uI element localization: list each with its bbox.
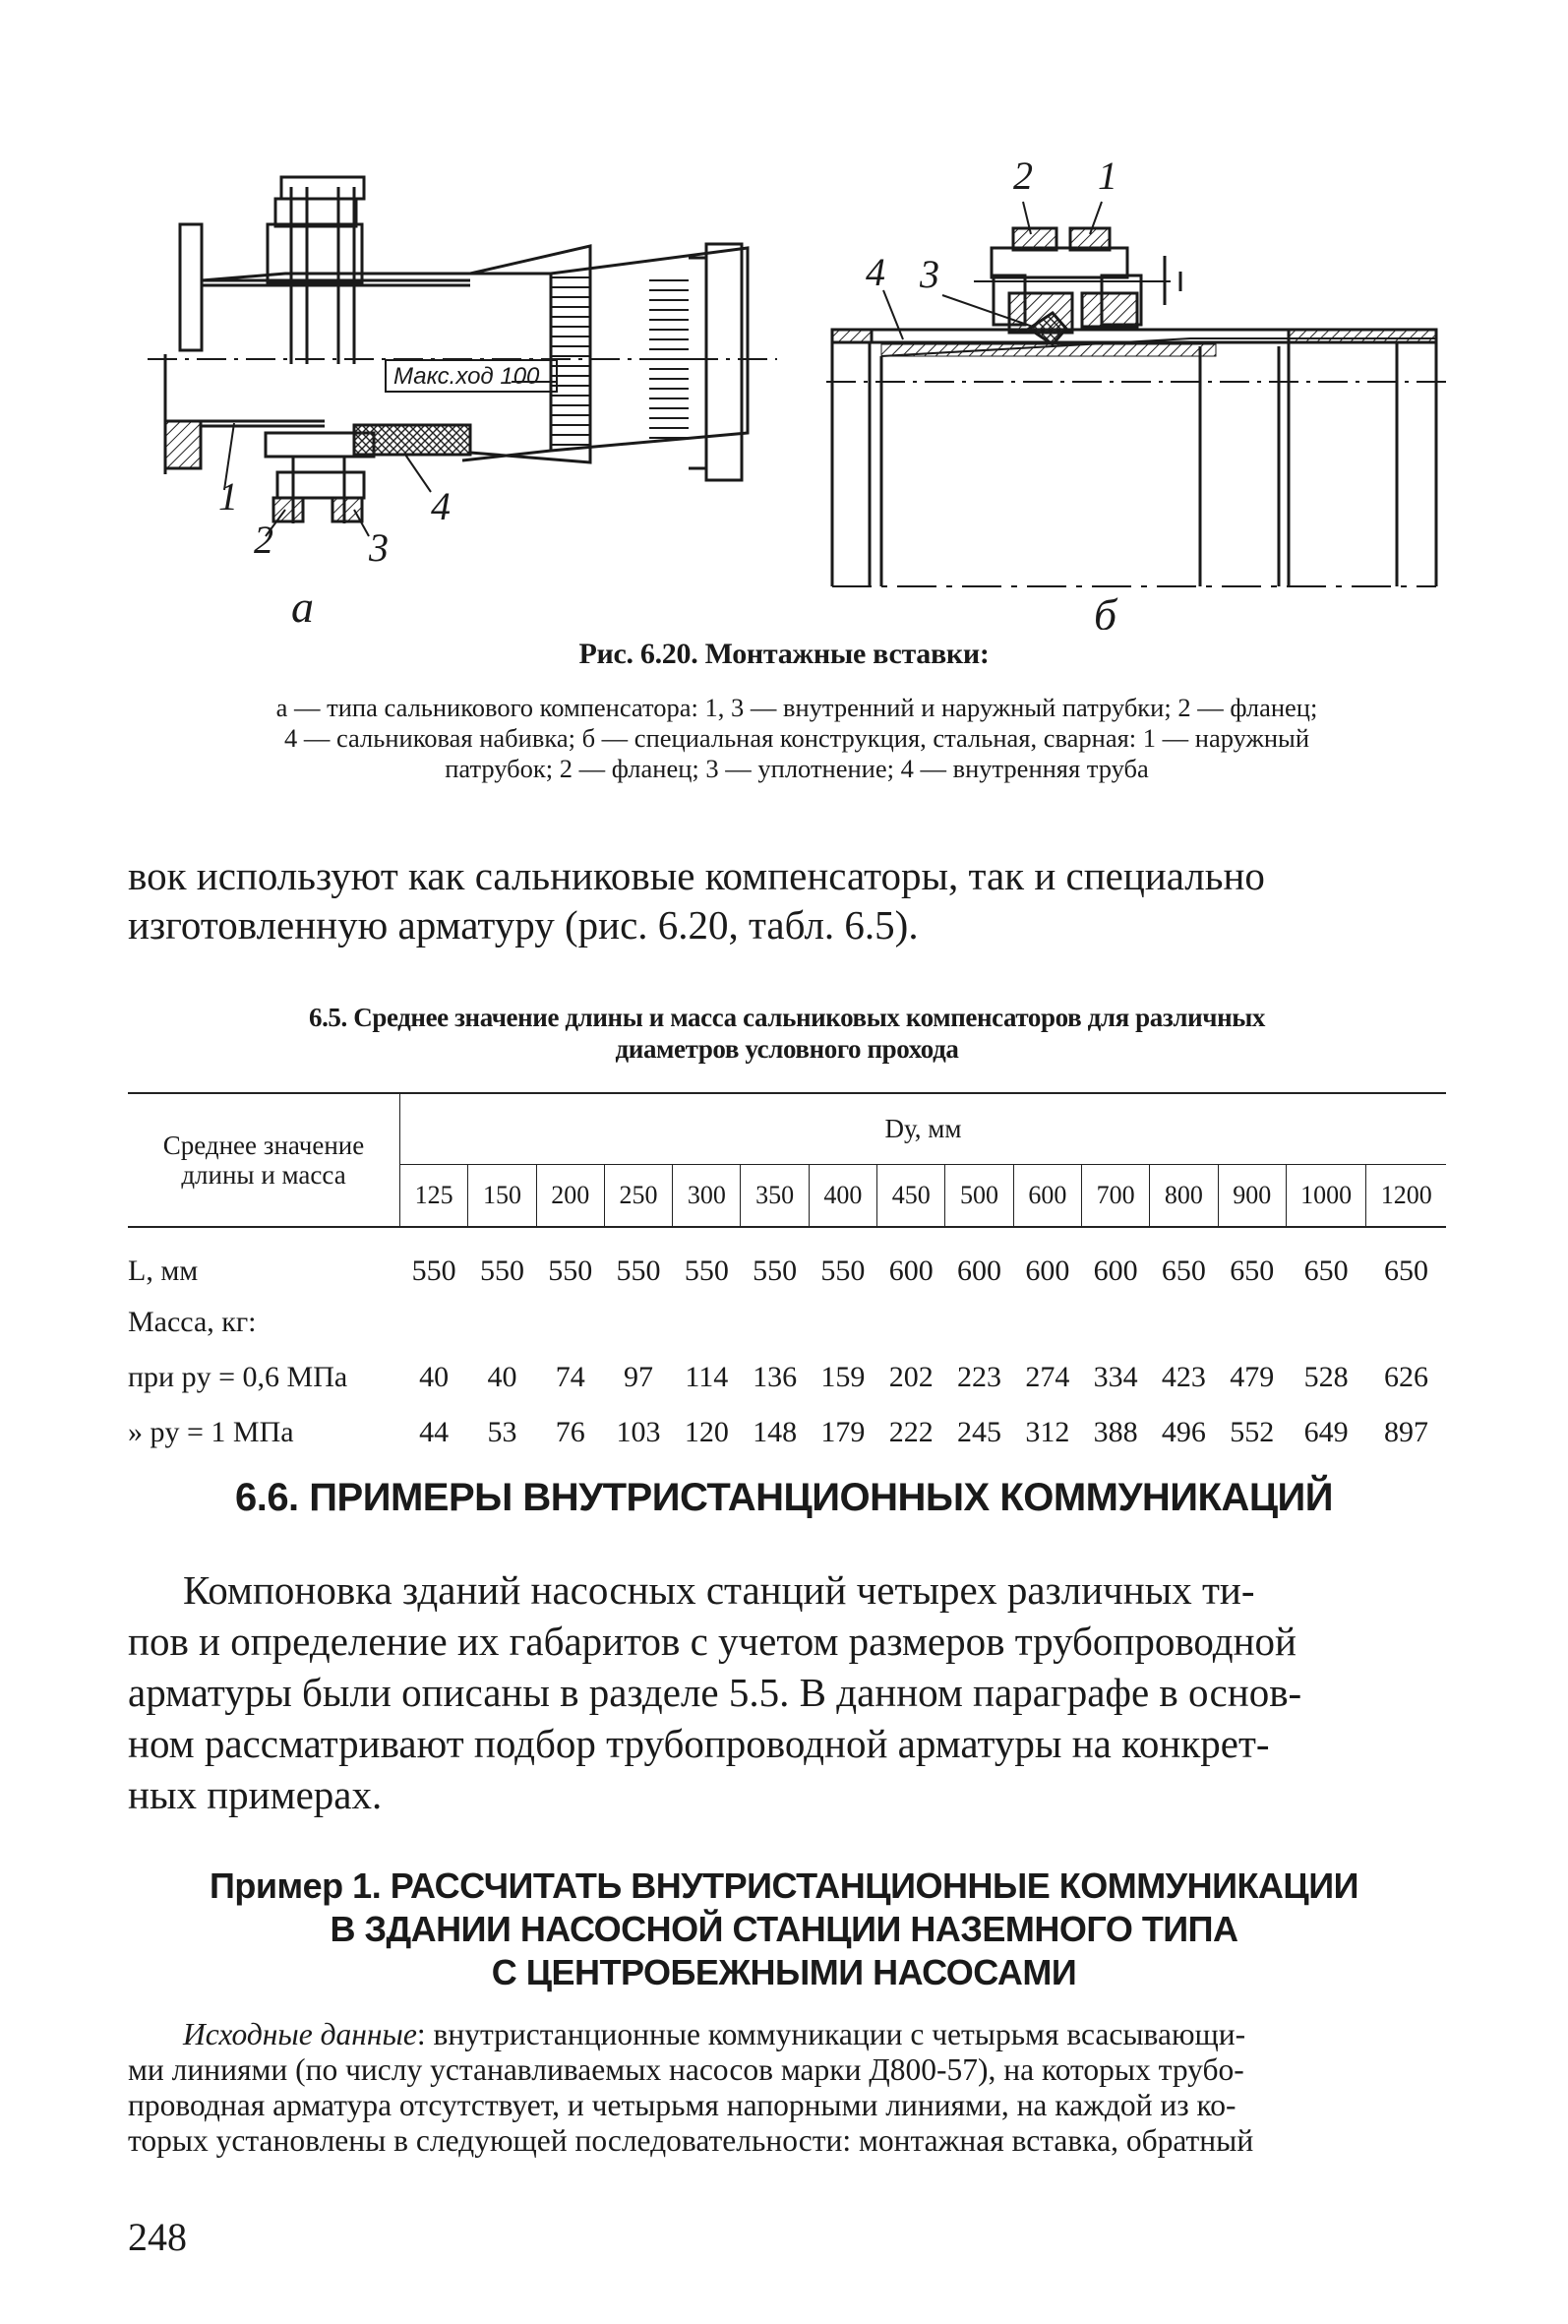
- figure-caption-title: Рис. 6.20. Монтажные вставки:: [578, 638, 990, 670]
- compensator-table: [128, 1092, 1446, 1458]
- row-label: Масса, кг:: [128, 1306, 257, 1338]
- example-line-3: проводная арматура отсутствует, и четырьмя напорными линиями, на каждой из ко-: [128, 2088, 1236, 2122]
- table-cell: 550: [684, 1254, 729, 1287]
- section-line-3: арматуры были описаны в разделе 5.5. В данном параграфе в основ-: [128, 1670, 1302, 1715]
- table-row-mass-06: [128, 1348, 1446, 1407]
- table-cell: 74: [555, 1361, 585, 1393]
- header-dy-cell: Dу, мм: [400, 1093, 1447, 1164]
- section-paragraph: [128, 1564, 1446, 1820]
- table-cell: 120: [684, 1416, 729, 1448]
- intro-paragraph: [128, 851, 1446, 949]
- table-cell: 40: [487, 1361, 517, 1393]
- diameter-header: 600: [1013, 1164, 1081, 1227]
- table-cell: 223: [957, 1361, 1002, 1393]
- section-line-1: Компоновка зданий насосных станций четырех различных ти-: [183, 1567, 1255, 1613]
- example-line-4: торых установлены в следующей последовательности: монтажная вставка, обратный: [128, 2123, 1254, 2158]
- table-cell: 897: [1383, 1416, 1428, 1448]
- table-cell: 550: [753, 1254, 798, 1287]
- figure-letter-a: а: [291, 581, 314, 630]
- table-cell: 650: [1303, 1254, 1349, 1287]
- figure-letter-b: б: [1094, 589, 1117, 630]
- drawing-a: [148, 177, 777, 536]
- table-cell: 600: [1025, 1254, 1070, 1287]
- diameter-header: 500: [945, 1164, 1013, 1227]
- diameter-header: 350: [741, 1164, 809, 1227]
- diameter-header: 1000: [1286, 1164, 1366, 1227]
- diameter-header: 450: [877, 1164, 945, 1227]
- table-cell: 179: [820, 1416, 866, 1448]
- figure-6-20: [0, 0, 1568, 630]
- table-cell: 423: [1161, 1361, 1206, 1393]
- example-heading-line-2: В ЗДАНИИ НАСОСНОЙ СТАНЦИИ НАЗЕМНОГО ТИПА: [330, 1909, 1238, 1949]
- table-title-line-1: 6.5. Среднее значение длины и масса сальниковых компенсаторов для различных: [308, 1003, 1266, 1032]
- caption-line-1: а — типа сальникового компенсатора: 1, 3 — внутренний и наружный патрубки; 2 — фланец;: [275, 693, 1318, 722]
- mounting-inserts-drawing: [0, 0, 1568, 630]
- callout-a-3: 3: [369, 525, 389, 570]
- table-cell: 650: [1161, 1254, 1206, 1287]
- table-row-length: [128, 1227, 1446, 1297]
- callout-b-4: 4: [866, 250, 885, 294]
- table-cell: 312: [1025, 1416, 1070, 1448]
- header-left-cell: Среднее значение длины и масса: [128, 1093, 400, 1227]
- example-lead: Исходные данные: [183, 2017, 417, 2051]
- table-cell: 600: [888, 1254, 934, 1287]
- example-heading: [0, 1865, 1568, 1994]
- table-cell: 222: [888, 1416, 934, 1448]
- caption-line-2: 4 — сальниковая набивка; б — специальная конструкция, стальная, сварная: 1 — наружный: [283, 723, 1310, 753]
- table-cell: 40: [419, 1361, 450, 1393]
- table-cell: 550: [616, 1254, 661, 1287]
- callout-b-1: 1: [1098, 153, 1117, 198]
- table-cell: 76: [555, 1416, 585, 1448]
- table-title: [98, 1002, 1476, 1065]
- table-cell: 274: [1025, 1361, 1070, 1393]
- diameter-header: 150: [468, 1164, 536, 1227]
- diameter-header: 300: [673, 1164, 741, 1227]
- diameter-header: 200: [536, 1164, 604, 1227]
- table-cell: 550: [411, 1254, 456, 1287]
- table-cell: 496: [1161, 1416, 1206, 1448]
- example-heading-line-3: С ЦЕНТРОБЕЖНЫМИ НАСОСАМИ: [491, 1952, 1077, 1992]
- caption-line-3: патрубок; 2 — фланец; 3 — уплотнение; 4 — внутренняя труба: [445, 754, 1149, 783]
- table-cell: 202: [888, 1361, 934, 1393]
- table-cell: 136: [753, 1361, 798, 1393]
- example-paragraph: [128, 2017, 1442, 2159]
- table-cell: 528: [1303, 1361, 1349, 1393]
- table-cell: 552: [1230, 1416, 1275, 1448]
- row-label: при pу = 0,6 МПа: [128, 1361, 348, 1393]
- table-cell: 600: [957, 1254, 1002, 1287]
- table-cell: 550: [479, 1254, 524, 1287]
- example-heading-line-1: Пример 1. РАССЧИТАТЬ ВНУТРИСТАНЦИОННЫЕ КОММУНИКАЦИИ: [210, 1865, 1358, 1906]
- callout-b-3: 3: [920, 252, 939, 296]
- diameter-header: 250: [604, 1164, 672, 1227]
- diameter-header: 700: [1081, 1164, 1149, 1227]
- section-line-2: пов и определение их габаритов с учетом размеров трубопроводной: [128, 1619, 1297, 1664]
- page-number: 248: [128, 2215, 187, 2259]
- table-row-mass-1: [128, 1407, 1446, 1458]
- row-label: » pу = 1 МПа: [128, 1416, 294, 1448]
- table-cell: 334: [1093, 1361, 1138, 1393]
- diameter-header: 900: [1218, 1164, 1286, 1227]
- table-cell: 53: [487, 1416, 517, 1448]
- table-title-line-2: диаметров условного прохода: [615, 1034, 959, 1064]
- table-cell: 388: [1093, 1416, 1138, 1448]
- intro-line-1: вок используют как сальниковые компенсаторы, так и специально: [128, 853, 1265, 898]
- table-row-mass-label: [128, 1297, 1446, 1348]
- table-cell: 550: [820, 1254, 866, 1287]
- callout-b-2: 2: [1013, 153, 1033, 198]
- diameter-header: 1200: [1366, 1164, 1446, 1227]
- table-cell: 600: [1093, 1254, 1138, 1287]
- diameter-header: 125: [400, 1164, 468, 1227]
- example-line-2: ми линиями (по числу устанавливаемых насосов марки Д800-57), на которых трубо-: [128, 2052, 1244, 2087]
- table-cell: 626: [1383, 1361, 1428, 1393]
- callout-a-4: 4: [431, 484, 451, 528]
- row-label: L, мм: [128, 1254, 199, 1287]
- table-cell: 550: [548, 1254, 593, 1287]
- table-cell: 148: [753, 1416, 798, 1448]
- table-cell: 479: [1230, 1361, 1275, 1393]
- section-heading: 6.6. ПРИМЕРЫ ВНУТРИСТАНЦИОННЫХ КОММУНИКАЦИЙ: [234, 1476, 1334, 1519]
- example-line-1-rest: : внутристанционные коммуникации с четырьмя всасывающи-: [416, 2017, 1246, 2051]
- section-line-4: ном рассматривают подбор трубопроводной арматуры на конкрет-: [128, 1721, 1270, 1766]
- table-cell: 44: [419, 1416, 450, 1448]
- callout-a-2: 2: [254, 518, 273, 562]
- callout-a-1: 1: [218, 474, 238, 519]
- table-cell: 650: [1383, 1254, 1428, 1287]
- section-line-5: ных примерах.: [128, 1772, 383, 1817]
- table-cell: 245: [957, 1416, 1002, 1448]
- table-cell: 159: [820, 1361, 866, 1393]
- max-travel-label: Макс.ход 100: [393, 363, 540, 390]
- diameter-header: 400: [809, 1164, 876, 1227]
- table-cell: 114: [685, 1361, 729, 1393]
- example-line-1: [128, 2017, 1442, 2052]
- diameter-header: 800: [1150, 1164, 1218, 1227]
- table-cell: 103: [616, 1416, 661, 1448]
- intro-line-2: изготовленную арматуру (рис. 6.20, табл. 6.5).: [128, 902, 919, 948]
- table-cell: 97: [624, 1361, 654, 1393]
- table-cell: 649: [1303, 1416, 1349, 1448]
- figure-caption-text: [148, 693, 1446, 784]
- table-cell: 650: [1230, 1254, 1275, 1287]
